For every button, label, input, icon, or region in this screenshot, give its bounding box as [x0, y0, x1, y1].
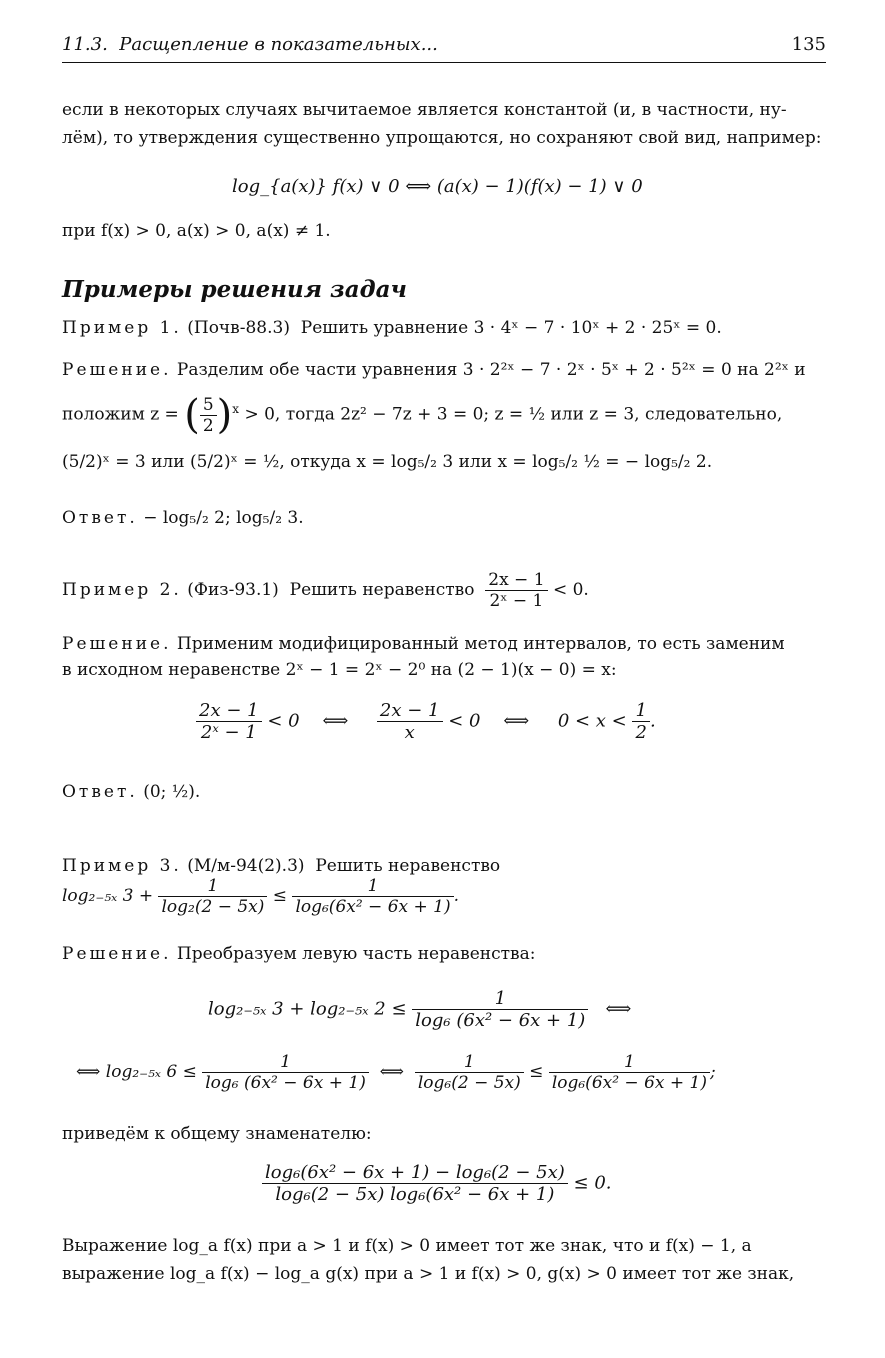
example-3-task: Пример 3. (М/м-94(2).3) Решить неравенство — [62, 856, 501, 876]
example-1-answer: Ответ. − log₅/₂ 2; log₅/₂ 3. — [62, 508, 304, 528]
tail-line-2: выражение log_a f(x) − log_a g(x) при a > 1 и f(x) > 0, g(x) > 0 имеет тот же знак, — [62, 1264, 795, 1284]
running-header — [62, 34, 826, 60]
example-1-solution-line-1: Решение. Разделим обе части уравнения 3 · 2²ˣ − 7 · 2ˣ · 5ˣ + 2 · 5²ˣ = 0 на 2²ˣ и — [62, 360, 806, 380]
example-3-task-formula: log₂₋₅ₓ 3 + $\frac{1}{\text{log₂(2 − 5x)}}$ ≤ $\frac{1}{\text{log₆(6x² − 6x + 1)}}$ . — [62, 876, 460, 917]
example-3-formula-2: ⟺ log₂₋₅ₓ 6 ≤ $\frac{1}{\text{log₆ (6x² − 6x + 1)}}$ ⟺ $\frac{1}{\text{log₆(2 − 5x)}}$ ≤ $\frac{1}{\text{log₆(6x² − 6x + 1)}}$ ; — [76, 1052, 716, 1093]
example-1-solution-line-2: положим z = ( $\frac{5}{2}$ )$^x$ > 0, тогда 2z² − 7z + 3 = 0; z = ½ или z = 3, следовательно, — [62, 392, 783, 438]
example-2-solution-line-1: Решение. Применим модифицированный метод интервалов, то есть заменим — [62, 634, 785, 654]
section-title: Примеры решения задач — [62, 276, 407, 303]
example-1-task: Пример 1. (Почв-88.3) Решить уравнение 3 · 4ˣ − 7 · 10ˣ + 2 · 25ˣ = 0. — [62, 318, 722, 338]
example-3-solution-line-1: Решение. Преобразуем левую часть неравенства: — [62, 944, 536, 964]
header-title: 11.3. Расщепление в показательных... — [62, 34, 438, 55]
example-2-task: Пример 2. (Физ-93.1) Решить неравенство $\frac{2x - 1}{\text{2ˣ − 1}}$ < 0. — [62, 570, 589, 611]
example-2-solution-line-2: в исходном неравенстве 2ˣ − 1 = 2ˣ − 2⁰ на (2 − 1)(x − 0) = x: — [62, 660, 617, 680]
intro-line-1: если в некоторых случаях вычитаемое является константой (и, в частности, ну- — [62, 100, 787, 120]
example-3-formula-1: log₂₋₅ₓ 3 + log₂₋₅ₓ 2 ≤ $\frac{1}{\text{log₆ (6x² − 6x + 1)}}$ ⟺ — [208, 988, 632, 1031]
example-3-formula-3: $\frac{\text{log₆(6x² − 6x + 1) − log₆(2 − 5x)}}{\text{log₆(2 − 5x) log₆(6x² − 6x + 1)}}$ ≤ 0. — [262, 1162, 612, 1205]
intro-condition: при f(x) > 0, a(x) > 0, a(x) ≠ 1. — [62, 221, 331, 241]
intro-formula: log_{a(x)} f(x) ∨ 0 ⟺ (a(x) − 1)(f(x) − 1) ∨ 0 — [232, 176, 643, 197]
page-number: 135 — [791, 34, 826, 55]
tail-line-1: Выражение log_a f(x) при a > 1 и f(x) > 0 имеет тот же знак, что и f(x) − 1, а — [62, 1236, 752, 1256]
fraction-5-2: $\frac{5}{2}$ — [200, 395, 217, 436]
example-2-answer: Ответ. (0; ½). — [62, 782, 201, 802]
example-1-solution-line-3: (5/2)ˣ = 3 или (5/2)ˣ = ½, откуда x = log₅/₂ 3 или x = log₅/₂ ½ = − log₅/₂ 2. — [62, 452, 713, 472]
example-2-formula: $\frac{2x - 1}{\text{2ˣ − 1}}$ < 0 ⟺ $\frac{2x - 1}{x}$ < 0 ⟺ 0 < x < $\frac{1}{2}$ . — [196, 700, 656, 743]
common-denominator-text: приведём к общему знаменателю: — [62, 1124, 372, 1144]
header-rule — [62, 62, 826, 63]
intro-line-2: лём), то утверждения существенно упрощаются, но сохраняют свой вид, например: — [62, 128, 822, 148]
